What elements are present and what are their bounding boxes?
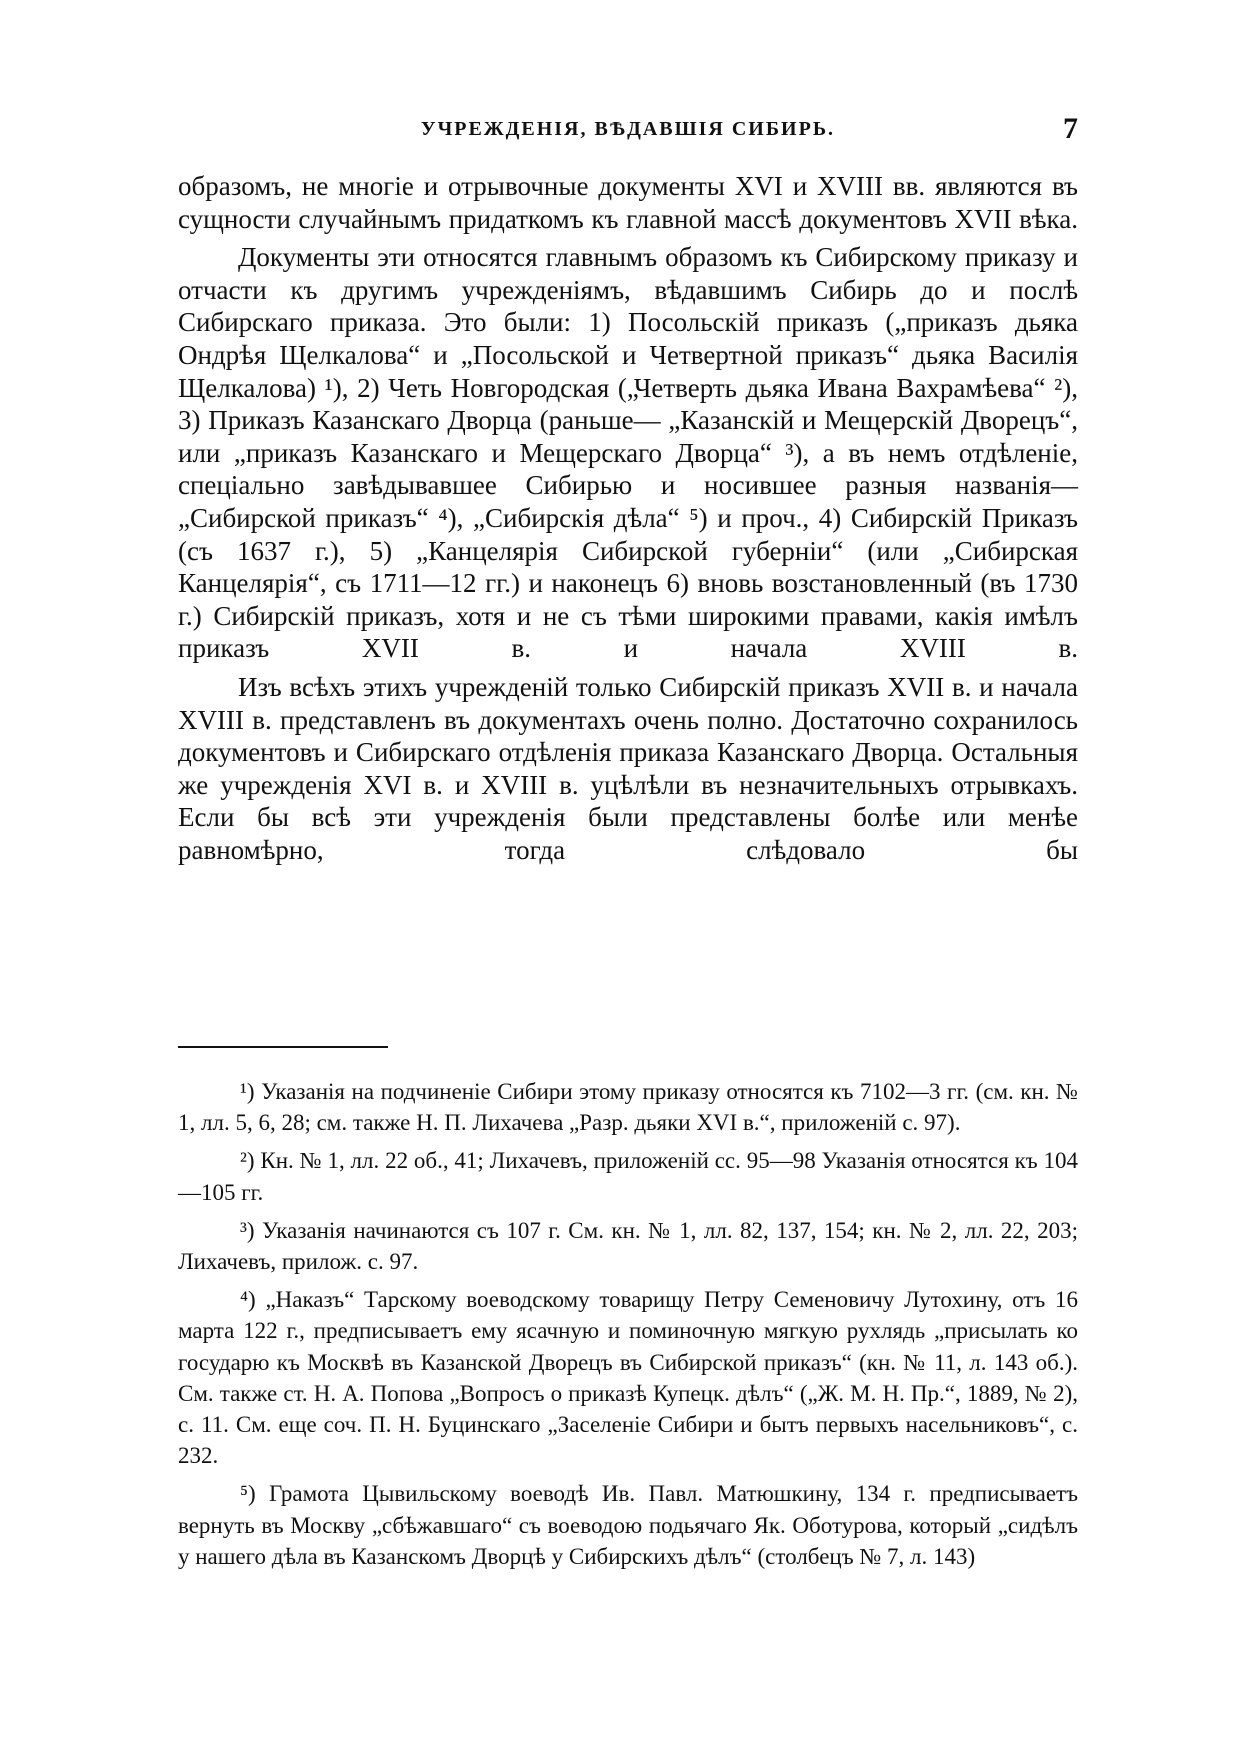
footnote-mark: ³) — [240, 1217, 255, 1243]
footnote-text: Кн. № 1, лл. 22 об., 41; Лихачевъ, приложеній сс. 95—98 Указанія относятся къ 104—105 гг. — [178, 1148, 1078, 1205]
footnote-text: Указанія начинаются съ 107 г. См. кн. № 1, лл. 82, 137, 154; кн. № 2, лл. 22, 203; Лихачевъ, прилож. с. 97. — [178, 1217, 1078, 1275]
footnote — [178, 1145, 1078, 1207]
footnote-divider — [178, 1046, 388, 1048]
footnote-mark: ⁵) — [240, 1481, 256, 1507]
footnote-text: „Наказъ“ Тарскому воеводскому товарищу Петру Семеновичу Лутохину, отъ 16 марта 122 г., предписываетъ ему ясачную и поминочную мягкую рухлядь „присылать ко государю къ Москвѣ въ Казанской Дворецъ въ Сибирской приказъ“ (кн. № 11, л. 143 об.). См. также ст. Н. А. Попова „Вопросъ о приказѣ Купецк. дѣлъ“ („Ж. М. Н. Пр.“, 1889, № 2), с. 11. См. еще соч. П. Н. Буцинскаго „Заселеніе Сибири и бытъ первыхъ насельниковъ“, с. 232. — [178, 1287, 1078, 1469]
footnote — [178, 1076, 1078, 1138]
footnote-mark: ¹) — [240, 1079, 255, 1104]
page-header — [178, 112, 1078, 152]
running-title: УЧРЕЖДЕНІЯ, ВѢДАВШІЯ СИБИРЬ. — [420, 118, 836, 140]
main-text — [178, 170, 1078, 866]
footnotes — [178, 1076, 1078, 1579]
footnote-mark: ²) — [240, 1148, 255, 1174]
paragraph: Документы эти относятся главнымъ образомъ къ Сибирскому приказу и отчасти къ другимъ учрежденіямъ, вѣдавшимъ Сибирь до и послѣ Сибирскаго приказа. Это были: 1) Посольскій приказъ („приказъ дьяка Ондрѣя Щелкалова“ и „Посольской и Четвертной приказъ“ дьяка Василія Щелкалова) ¹), 2) Четь Новгородская („Четверть дьяка Ивана Вахрамѣева“ ²), 3) Приказъ Казанскаго Дворца (раньше— „Казанскій и Мещерскій Дворецъ“, или „приказъ Казанскаго и Мещерскаго Дворца“ ³), а въ немъ отдѣленіе, спеціально завѣдывавшее Сибирью и носившее разныя названія—„Сибирской приказъ“ ⁴), „Сибирскія дѣла“ ⁵) и проч., 4) Сибирскій Приказъ (съ 1637 г.), 5) „Канцелярія Сибирской губерніи“ (или „Сибирская Канцелярія“, съ 1711—12 гг.) и наконецъ 6) вновь возстановленный (въ 1730 г.) Сибирскій приказъ, хотя и не съ тѣми широкими правами, какія имѣлъ приказъ XVII в. и начала XVIII в. — [178, 242, 1078, 664]
page-number: 7 — [1063, 112, 1078, 145]
paragraph: образомъ, не многіе и отрывочные документы XVI и XVIII вв. являются въ сущности случайнымъ придаткомъ къ главной массѣ документовъ XVII вѣка. — [178, 171, 1078, 234]
footnote-text: Указанія на подчиненіе Сибири этому приказу относятся къ 7102—3 гг. (см. кн. № 1, лл. 5, 6, 28; см. также Н. П. Лихачева „Разр. дьяки XVI в.“, приложеній с. 97). — [178, 1079, 1078, 1136]
footnote — [178, 1284, 1078, 1471]
footnote-text: Грамота Цывильскому воеводѣ Ив. Павл. Матюшкину, 134 г. предписываетъ вернуть въ Москву „сбѣжавшаго“ съ воеводою подьячаго Як. Оботурова, который „сидѣлъ у нашего дѣла въ Казанскомъ Дворцѣ у Сибирскихъ дѣлъ“ (столбецъ № 7, л. 143) — [178, 1481, 1078, 1569]
paragraph: Изъ всѣхъ этихъ учрежденій только Сибирскій приказъ XVII в. и начала XVIII в. представленъ въ документахъ очень полно. Достаточно сохранилось документовъ и Сибирскаго отдѣленія приказа Казанскаго Дворца. Остальныя же учрежденія XVI в. и XVIII в. уцѣлѣли въ незначительныхъ отрывкахъ. Если бы всѣ эти учрежденія были представлены болѣе или менѣе равномѣрно, тогда слѣдовало бы — [178, 671, 1078, 865]
footnote — [178, 1478, 1078, 1572]
footnote — [178, 1215, 1078, 1277]
footnote-mark: ⁴) — [240, 1287, 256, 1313]
